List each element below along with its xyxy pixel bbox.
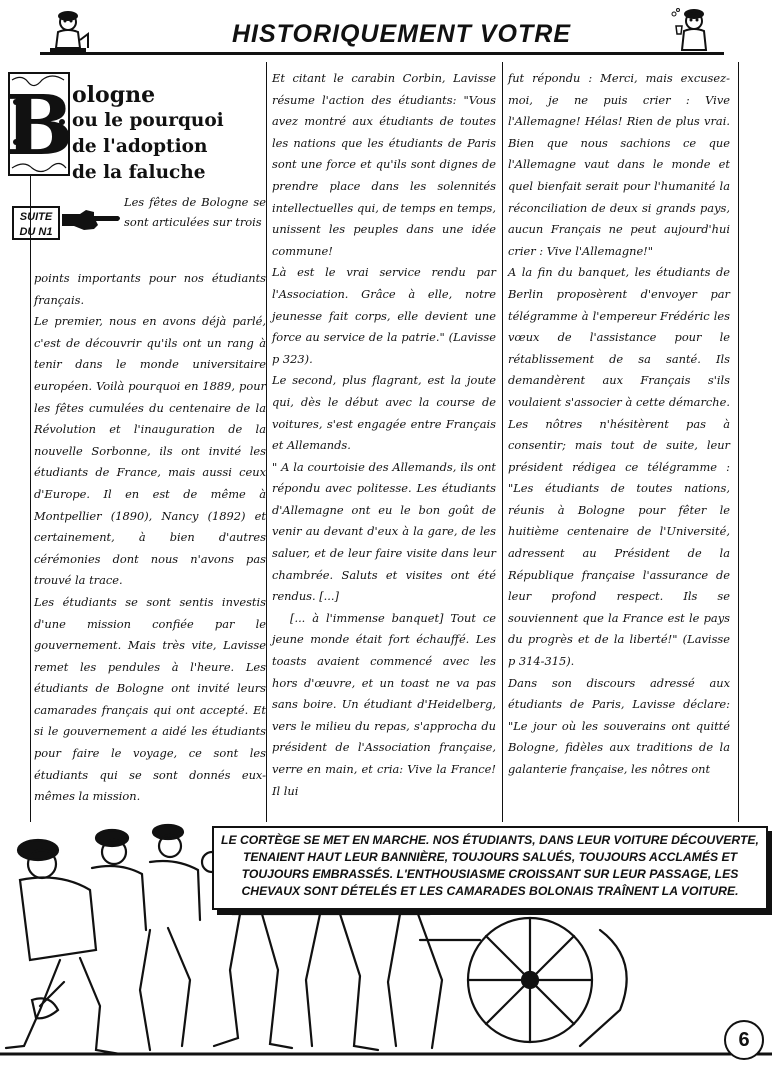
pointing-hand-icon [60, 206, 122, 234]
headline-line-1: ou le pourquoi [72, 110, 224, 131]
left-border-line [30, 176, 31, 822]
column-1 [34, 268, 266, 808]
student-mascot-icon [44, 4, 92, 56]
dropcap-letter: B [4, 78, 74, 174]
headline-first-word: ologne [72, 82, 156, 108]
col3-paragraph: A la fin du banquet, les étudiants de Berlin proposèrent d'envoyer par télégramme à l'empereur Frédéric les vœux de l'assistance pour le rétablissement de sa santé. Ils demandèrent aux Français s'ils voulaient s'associer à cette démarche. Les nôtres n'hésitèrent pas à consentir; mais tout de suite, leur président rédigea ce télégramme : "Les étudiants de toutes nations, réunis à Bologne pour fêter le huitième centenaire de l'Université, adressent au Président de la République française l'assurance de leur profond respect. Ils se souviennent que la France est le pays du progrès et de la liberté!" (Lavisse p 314-315). [508, 265, 730, 669]
page-title: HISTORIQUEMENT VOTRE [232, 20, 572, 48]
page-header [0, 0, 772, 60]
headline-line-3: de la faluche [72, 162, 206, 183]
col1-paragraph: points importants pour nos étudiants français. [34, 271, 266, 307]
student-mascot-with-glass-icon [668, 4, 716, 56]
col3-paragraph: Dans son discours adressé aux étudiants de Paris, Lavisse déclare: "Le jour où les souverains ont quitté Bologne, fidèles aux traditions de la galanterie française, les nôtres ont [508, 675, 730, 776]
right-border-line [738, 62, 739, 822]
column-2 [272, 68, 496, 802]
col2-paragraph: Et citant le carabin Corbin, Lavisse résume l'action des étudiants: "Vous avez montré aux étudiants de toutes les nations que les étudiants de Paris sont une force et qu'ils sont dignes de prendre place dans les solennités intellectuelles qui, de temps en temps, unissent les peuples dans une idée commune! [272, 71, 496, 258]
column-1-intro: Les fêtes de Bologne se sont articulées sur trois [124, 195, 266, 229]
page-number: 6 [724, 1020, 764, 1060]
column-divider-left [266, 62, 267, 822]
col2-paragraph: [... à l'immense banquet] Tout ce jeune monde était fort échauffé. Les toasts avaient commencé avec les hors d'œuvre, et un toast ne va pas sans boire. Un étudiant d'Heidelberg, vers le milieu du repas, s'approcha du président de l'Association française, verre en main, et cria: Vive la France! Il lui [272, 610, 496, 798]
headline-line-2: de l'adoption [72, 136, 208, 157]
col1-paragraph: Le premier, nous en avons déjà parlé, c'est de découvrir qu'ils ont un rang à tenir dans le monde universitaire européen. Voilà pourquoi en 1889, pour les fêtes cumulées du centenaire de la Révolution et l'inauguration de la nouvelle Sorbonne, ils ont invité les étudiants de France, mais aussi ceux d'Europe. Il en est de même à Montpellier (1890), Nancy (1892) et certainement, à bien d'autres cérémonies dont nous n'avons pas trouvé la trace. [34, 314, 266, 588]
column-3 [508, 68, 730, 781]
col3-paragraph: fut répondu : Merci, mais excusez-moi, je ne puis crier : Vive l'Allemagne! Hélas! Rien de plus vrai. Bien que nous sachions ce que l'Allemagne vaut dans le monde et quel bienfait serait pour l'humanité la réconciliation de deux si grands pays, aucun Français ne peut aujourd'hui crier : Vive l'Allemagne!" [508, 71, 730, 258]
col1-paragraph: Les étudiants se sont sentis investis d'une mission confiée par le gouvernement. Mais très vite, Lavisse remet les pendules à l'heure. Les étudiants de Bologne ont invité leurs camarades français qui ont accepté. Et si le gouvernement a aidé les étudiants pour faire le voyage, ce sont les étudiants qui se sont donnés eux-mêmes la mission. [34, 594, 266, 804]
article-headline [72, 82, 262, 186]
illustration-caption: LE CORTÈGE SE MET EN MARCHE. NOS ÉTUDIANTS, DANS LEUR VOITURE DÉCOUVERTE, TENAIENT HAUT LEUR BANNIÈRE, TOUJOURS SALUÉS, TOUJOURS ACCLAMÉS ET TOUJOURS EMBRASSÉS. L'ENTHOUSIASME CROISSANT SUR LEUR PASSAGE, LES CHEVAUX SONT DÉTELÉS ET LES CAMARADES BOLONAIS TRAÎNENT LA VOITURE. [212, 826, 768, 910]
ornamental-dropcap-b [4, 72, 74, 176]
header-rule [40, 52, 724, 55]
suite-badge: SUITE DU N1 [12, 206, 60, 240]
col2-paragraph: Le second, plus flagrant, est la joute qui, dès le début avec la course de voitures, s'est engagée entre Français et Allemands. [272, 373, 496, 453]
column-divider-right [502, 62, 503, 822]
col2-paragraph: Là est le vrai service rendu par l'Association. Grâce à elle, notre jeunesse fait corps, elle devient une force au service de la patrie." (Lavisse p 323). [272, 265, 496, 366]
col2-paragraph: " A la courtoisie des Allemands, ils ont répondu avec politesse. Les étudiants d'Allemagne ont eu le bon goût de venir au devant d'eux à la gare, de les saluer, et de leur faire visite dans leur chambrée. Saluts et visites ont été rendus. [...] [272, 459, 496, 604]
